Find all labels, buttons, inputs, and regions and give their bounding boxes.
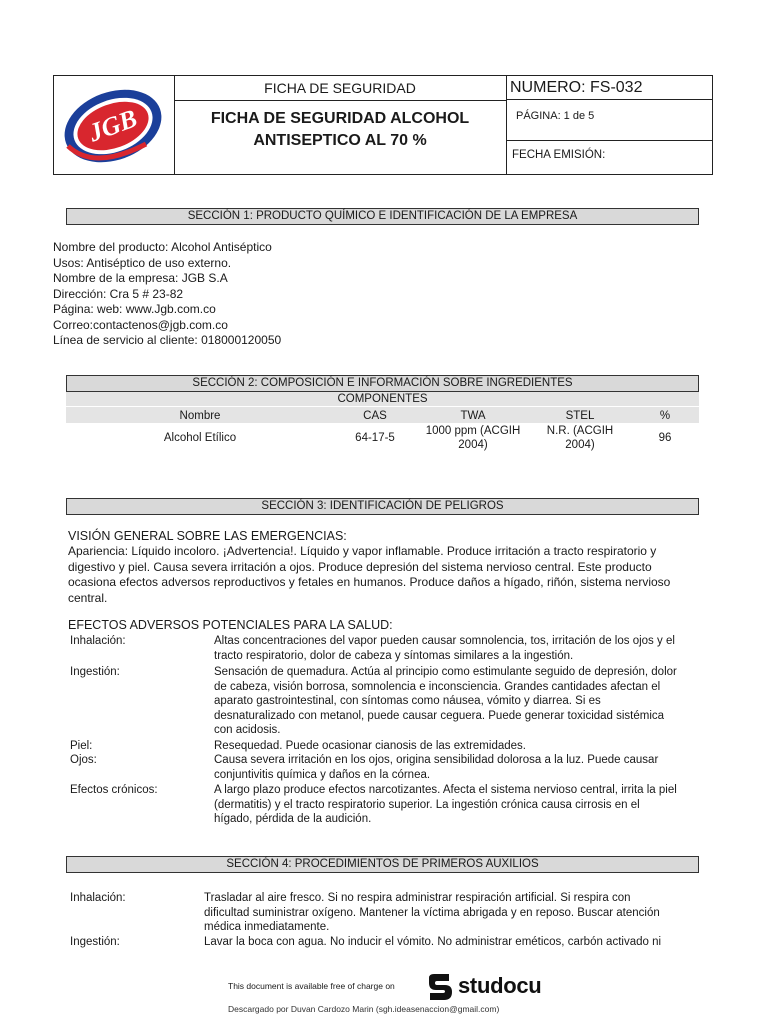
row-pct: 96 (658, 432, 672, 444)
effect-line: tracto respiratorio, dolor de cabeza y síntomas similares a la ingestión. (214, 649, 574, 662)
col-twa: TWA (460, 410, 486, 422)
section3-title: SECCIÓN 3: IDENTIFICACIÓN DE PELIGROS (66, 498, 699, 515)
aid-term-inhalacion: Inhalación: (70, 892, 126, 904)
studocu-logo-icon (425, 972, 455, 1002)
effect-term-piel: Piel: (70, 740, 93, 752)
row-cas: 64-17-5 (355, 432, 395, 444)
effect-def-cronicos (214, 783, 701, 827)
componentes-label: COMPONENTES (66, 392, 699, 406)
effect-line: Sensación de quemadura. Actúa al principio como estimulante seguido de depresión, dolor (214, 666, 677, 678)
col-pct: % (659, 410, 671, 422)
company-name: Nombre de la empresa: JGB S.A (53, 271, 228, 285)
aid-line: Trasladar al aire fresco. Si no respira administrar respiración artificial. Si respira con (204, 892, 631, 904)
aid-term-ingestion: Ingestión: (70, 936, 120, 948)
effect-line: desnaturalizado con metanol, puede causar ceguera. Puede generar toxicidad sistémica (214, 709, 665, 722)
effect-line: aparato gastrointestinal, con síntomas como náusea, vómito y diarrea. Si es (214, 695, 601, 707)
footer-availability: This document is available free of charge on (228, 981, 395, 991)
section1-title: SECCIÓN 1: PRODUCTO QUÍMICO E IDENTIFICACIÓN DE LA EMPRESA (66, 208, 699, 225)
health-effects-heading: EFECTOS ADVERSOS POTENCIALES PARA LA SALUD: (68, 618, 393, 632)
row-twa (408, 424, 538, 452)
effect-line: conjuntivitis química y daños en la córnea. (214, 768, 431, 781)
emergency-overview (68, 544, 670, 606)
logo-cell (54, 76, 175, 174)
product-name: Nombre del producto: Alcohol Antiséptico (53, 240, 272, 254)
service-line: Línea de servicio al cliente: 018000120050 (53, 333, 282, 347)
section4-title: SECCIÓN 4: PROCEDIMIENTOS DE PRIMEROS AUXILIOS (66, 856, 699, 873)
document-header (53, 75, 713, 175)
effect-def-ojos (214, 753, 701, 782)
effect-def-piel (214, 739, 701, 754)
row-nombre: Alcohol Etílico (163, 432, 237, 444)
effect-def-inhalacion (214, 634, 701, 663)
issue-date: FECHA EMISIÓN: (512, 149, 606, 161)
effect-line: Resequedad. Puede ocasionar cianosis de las extremidades. (214, 740, 526, 752)
col-cas: CAS (363, 410, 387, 422)
col-nombre: Nombre (179, 410, 221, 422)
logo-text: JGB (84, 103, 141, 148)
title-cell (174, 76, 507, 174)
company-web: Página: web: www.Jgb.com.co (53, 302, 216, 316)
company-email: Correo:contactenos@jgb.com.co (53, 317, 228, 332)
aid-def-inhalacion (204, 891, 701, 935)
overview-line: ocasiona efectos adversos reproductivos y fetales en humanos. Produce daños a hígado, riñón, sistema nervioso (68, 575, 671, 589)
overview-line: digestivo y piel. Causa severa irritación a ojos. Produce depresión del sistema nervioso central. Este producto (68, 559, 652, 574)
company-logo (54, 76, 172, 174)
effect-line: de cabeza, visión borrosa, somnolencia e inconsciencia. Grandes cantidades afectan el (214, 680, 661, 693)
row-stel-line1: N.R. (ACGIH (546, 425, 614, 437)
doc-title-line2: ANTISEPTICO AL 70 % (253, 132, 427, 149)
aid-def-ingestion (204, 935, 701, 950)
studocu-brand: studocu (458, 973, 542, 998)
overview-line: Apariencia: Líquido incoloro. ¡Advertencia!. Líquido y vapor inflamable. Produce irritación a tracto respiratorio y (68, 544, 657, 558)
section2-title: SECCIÓN 2: COMPOSICIÓN E INFORMACIÓN SOBRE INGREDIENTES (66, 375, 699, 392)
effect-line: (dermatitis) y el tracto respiratorio superior. La ingestión crónica causa cirrosis en el (214, 798, 640, 811)
effect-term-ingestion: Ingestión: (70, 666, 120, 678)
effect-term-ojos: Ojos: (70, 754, 97, 766)
effect-line: A largo plazo produce efectos narcotizantes. Afecta el sistema nervioso central, irrita la piel (214, 784, 677, 796)
effect-line: hígado, pérdida de la audición. (214, 813, 372, 825)
doc-title (174, 108, 506, 152)
doc-type: FICHA DE SEGURIDAD (174, 76, 506, 101)
section1-body (53, 240, 281, 349)
product-uses: Usos: Antiséptico de uso externo. (53, 255, 232, 270)
row-stel (530, 424, 630, 452)
emergency-overview-heading: VISIÓN GENERAL SOBRE LAS EMERGENCIAS: (68, 529, 347, 543)
effect-term-inhalacion: Inhalación: (70, 635, 126, 647)
row-twa-line1: 1000 ppm (ACGIH (425, 425, 521, 437)
effect-line: Altas concentraciones del vapor pueden causar somnolencia, tos, irritación de los ojos y el (214, 635, 675, 647)
row-twa-line2: 2004) (458, 439, 488, 451)
aid-line: médica inmediatamente. (204, 921, 330, 933)
effect-line: Causa severa irritación en los ojos, origina sensibilidad dolorosa a la luz. Puede causar (214, 754, 659, 766)
company-address: Dirección: Cra 5 # 23-82 (53, 286, 184, 301)
info-divider (506, 140, 712, 141)
doc-title-line1: FICHA DE SEGURIDAD ALCOHOL (210, 110, 470, 127)
footer-downloaded-by: Descargado por Duvan Cardozo Marin (sgh.ideasenaccion@gmail.com) (228, 1004, 500, 1014)
aid-line: dificultad suministrar oxígeno. Mantener la víctima abrigada y en reposo. Buscar atención (204, 906, 660, 919)
effect-term-cronicos: Efectos crónicos: (70, 784, 158, 796)
col-stel: STEL (565, 410, 595, 422)
effect-def-ingestion (214, 665, 701, 738)
overview-line: central. (68, 590, 108, 605)
aid-line: Lavar la boca con agua. No inducir el vómito. No administrar eméticos, carbón activado ni (204, 936, 662, 948)
effect-line: con acidosis. (214, 724, 281, 736)
row-stel-line2: 2004) (565, 439, 595, 451)
doc-number: NUMERO: FS-032 (506, 76, 712, 100)
info-cell (506, 76, 712, 174)
page-number: PÁGINA: 1 de 5 (516, 110, 595, 122)
